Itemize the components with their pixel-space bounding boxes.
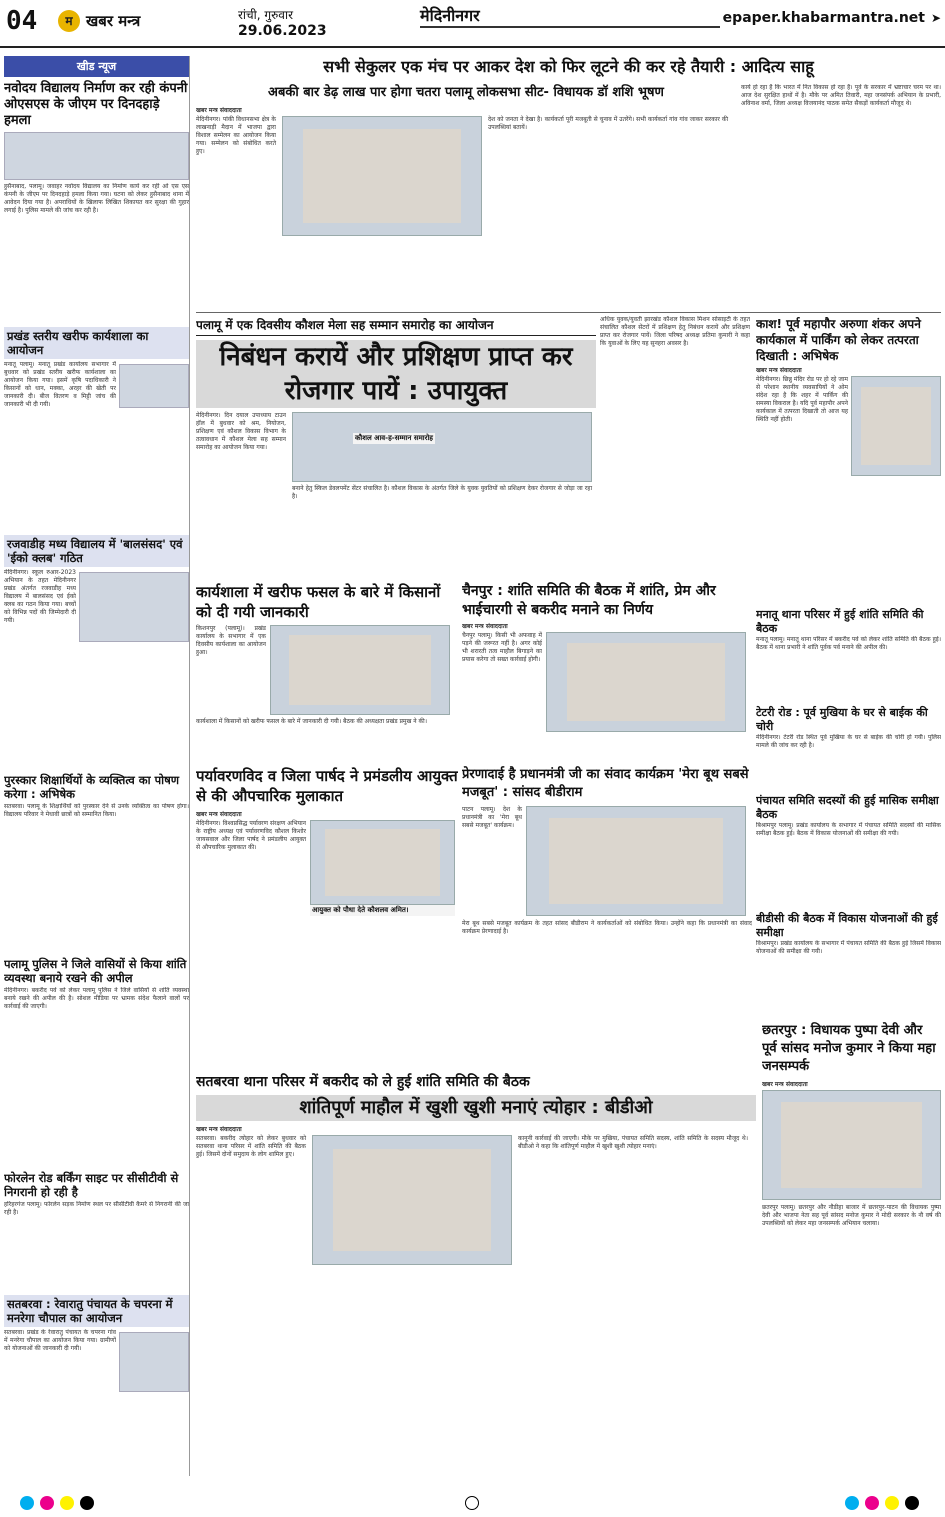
- byline: खबर मन्त्र संवाददाता: [762, 1081, 808, 1088]
- chhatarpur-story: [762, 1022, 941, 1452]
- story-text: विश्रामपुर। प्रखंड कार्यालय के सभागार में पंचायत समिति की बैठक हुई जिसमें विकास योजनाओं की समीक्षा की गयी।: [756, 940, 941, 955]
- edition-name: मेदिनीनगर: [420, 6, 480, 25]
- byline: खबर मन्त्र संवाददाता: [756, 367, 802, 374]
- story-text: कार्यशाला में किसानों को खरीफ फसल के बारे में जानकारी दी गयी। बैठक की अध्यक्षता प्रखंड प्रमुख ने की।: [196, 718, 427, 725]
- pm-samvad-story: [462, 766, 752, 1066]
- manatu-headline: मनातू थाना परिसर में हुई शांति समिति की बैठक: [756, 608, 924, 635]
- left-column: [4, 56, 190, 1476]
- event-banner-text: कौशल आव-ह-सम्मान समारोह: [355, 434, 433, 442]
- lok-sabha-story: [196, 84, 736, 308]
- main-area: [196, 56, 941, 1476]
- panchayat-headline: पंचायत समिति सदस्यों की हुई मासिक समीक्षा बैठक: [756, 794, 939, 821]
- story-text: सतबरवा। बकरीद त्योहार को लेकर बुधवार को सतबरवा थाना परिसर में शांति समिति की बैठक हुई। जिसमें दोनों समुदाय के लोग शामिल हुए।: [196, 1135, 306, 1158]
- chhatarpur-photo: [762, 1090, 941, 1200]
- divider: [196, 312, 941, 313]
- rally-photo: [282, 116, 482, 236]
- left-story-title: नवोदय विद्यालय निर्माण कर रही कंपनी ओएसएस के जीएम पर दिनदहाड़े हमला: [4, 81, 188, 128]
- environment-photo: [310, 820, 455, 905]
- left-story-text: मेदिनीनगर। स्कूल रुआर-2023 अभियान के तहत मेदिनीनगर प्रखंड अंतर्गत रजवाडीह मध्य विद्यालय में बालसंसद एवं ईको क्लब का गठन किया गया। बच्चों को विभिन्न पदों की जिम्मेदारी दी गयी।: [4, 569, 76, 624]
- toll-headline: टेटरी रोड : पूर्व मुखिया के घर से बाईक की चोरी: [756, 706, 928, 733]
- registration-mark: [845, 1496, 859, 1510]
- registration-mark: [20, 1496, 34, 1510]
- story-text: देश को जनता ने देखा है। कार्यकर्ता पूरी मजबूती से चुनाव में उतरेंगे। सभी कार्यकर्ता गांव गांव जाकर सरकार की उपलब्धियां बतायें।: [488, 116, 728, 131]
- story-text: किशनपुर (पलामू)। प्रखंड कार्यालय के सभागार में एक दिवसीय कार्यशाला का आयोजन हुआ।: [196, 625, 266, 656]
- masthead: [0, 0, 945, 48]
- satbarwa-headline: सतबरवा थाना परिसर में बकरीद को ले हुई शांति समिति की बैठक: [196, 1074, 530, 1090]
- left-story-title: रजवाडीह मध्य विद्यालय में 'बालसंसद' एवं 'ईको क्लब' गठित: [4, 535, 189, 567]
- section-band: खीड न्यूज: [4, 56, 189, 77]
- page-number: 04: [6, 6, 38, 36]
- environment-story: [196, 766, 458, 1066]
- skill-fair-story: [196, 316, 596, 578]
- story-text: चैनपुर पलामू। किसी भी अफवाह में पड़ने की जरूरत नहीं है। अगर कोई भी शरारती तत्व माहौल बिगाड़ने का प्रयास करेगा तो सख्त कार्रवाई होगी।: [462, 632, 542, 663]
- city-day: रांची, गुरुवार: [238, 8, 293, 22]
- edition-rule: [420, 26, 720, 28]
- left-story-title: प्रखंड स्तरीय खरीफ कार्यशाला का आयोजन: [4, 327, 189, 359]
- left-photo: [4, 132, 189, 180]
- left-photo: [119, 1332, 189, 1392]
- chainpur-story: [462, 582, 752, 762]
- story-text: मेदिनीनगर। दिन दयाल उपाध्याय टाउन हॉल में बुधवार को श्रम, नियोजन, प्रशिक्षण एवं कौशल विकास विभाग के तत्वावधान में कौशल मेला सह सम्मान समारोह का आयोजन किया गया।: [196, 412, 286, 451]
- portrait-photo: [851, 376, 941, 476]
- right-stories: [756, 608, 941, 1018]
- left-story-title: पलामू पुलिस ने जिले वासियों से किया शांति व्यवस्था बनाये रखने की अपील: [4, 957, 187, 985]
- registration-mark: [60, 1496, 74, 1510]
- environment-caption: आयुक्त को पौधा देते कौशलव अमित।: [310, 905, 455, 916]
- story-text: मेदिनीनगर। टेटरी रोड स्थित पूर्व मुखिया के घर से बाईक की चोरी हो गयी। पुलिस मामले की जांच कर रही है।: [756, 734, 941, 749]
- byline: खबर मन्त्र संवाददाता: [196, 811, 242, 818]
- registration-mark: [865, 1496, 879, 1510]
- parking-story: [756, 316, 941, 606]
- registration-mark: [80, 1496, 94, 1510]
- parking-headline: काश! पूर्व महापौर अरुणा शंकर अपने कार्यकाल में पार्किंग को लेकर तत्परता दिखाती : अभिषेक: [756, 317, 921, 363]
- registration-mark: [885, 1496, 899, 1510]
- left-story-text: हुसैनाबाद, पलामू। जवाहर नवोदय विद्यालय का निर्माण कार्य कर रही ओ एस एस कंपनी के जीएम पर दिनदहाड़े हमला किया गया। घटना को लेकर हुसैनाबाद थाना में आवेदन दिया गया है। अपराधियों के खिलाफ लिखित शिकायत कर सुरक्षा की गुहार लगाई है। पुलिस मामले की जांच कर रही है।: [4, 183, 189, 214]
- skill-fair-photo: [292, 412, 592, 482]
- left-story-text: मेदिनीनगर। बकरीद पर्व को लेकर पलामू पुलिस ने जिले वासियों से शांति व्यवस्था बनाये रखने की अपील की है। सोशल मीडिया पर भ्रामक संदेश फैलाने वालों पर कार्रवाई की जाएगी।: [4, 987, 189, 1010]
- pm-samvad-headline: प्रेरणादाई है प्रधानमंत्री जी का संवाद कार्यक्रम 'मेरा बूथ सबसे मजबूत' : सांसद बीडीराम: [462, 767, 749, 800]
- kharif-story: [196, 582, 458, 762]
- story-text: बनाने हेतु स्किल डेवलपमेंट सेंटर संचालित है। कौशल विकास के अंतर्गत जिले के युवक युवतियों को प्रशिक्षण देकर रोजगार से जोड़ा जा रहा है।: [292, 485, 592, 500]
- left-story-title: फोरलेन रोड बर्किंग साइट पर सीसीटीवी से निगरानी हो रही है: [4, 1171, 179, 1199]
- chhatarpur-headline: छतरपुर : विधायक पुष्पा देवी और पूर्व सांसद मनोज कुमार ने किया महा जनसम्पर्क: [762, 1023, 936, 1074]
- satbarwa-story: [196, 1072, 756, 1452]
- left-story-title: पुरस्कार शिक्षार्थियों के व्यक्तित्व का पोषण करेगा : अभिषेक: [4, 773, 180, 801]
- print-registration-strip: [0, 1490, 945, 1517]
- satbarwa-photo: [312, 1135, 512, 1265]
- story-text: मेदिनीनगर। छिन्नु मंदिर रोड पर हो रहे जाम से परेशान स्थानीय व्यवसायियों ने ओम संदेश रहा है कि शहर में पार्किंग की समस्या विकराल है। यदि पूर्व महापौर अपने कार्यकाल में तत्परता दिखाती तो आज यह स्थिति नहीं होती।: [756, 376, 848, 423]
- top-banner-headline: सभी सेकुलर एक मंच पर आकर देश को फिर लूटने की कर रहे तैयारी : आदित्य साहू: [323, 57, 814, 76]
- story-text: मेरा बूथ सबसे मजबूत कार्यक्रम के तहत सांसद बीडीराम ने कार्यकर्ताओं को संबोधित किया। उन्होंने कहा कि प्रधानमंत्री का संवाद कार्यक्रम प्रेरणादाई है।: [462, 920, 752, 935]
- website-link[interactable]: epaper.khabarmantra.net: [722, 10, 925, 26]
- left-photo: [119, 364, 189, 408]
- byline: खबर मन्त्र संवाददाता: [196, 1126, 242, 1133]
- lok-sabha-continued: [741, 84, 941, 304]
- story-text: अधिक युवक/युवती झारखंड कौशल विकास मिशन सोसाइटी के तहत संचालित कौशल सेंटरों में प्रशिक्षण हेतु निबंधन करायें और प्रशिक्षण प्राप्त कर रोजगार पायें। जिला परिषद अध्यक्ष प्रतिमा कुमारी ने कहा कि युवाओं के लिए यह सुनहरा अवसर है।: [600, 316, 750, 347]
- left-story-text: सतबरवा। प्रखंड के रेवारातु पंचायत के चपरना गांव में मनरेगा चौपाल का आयोजन किया गया। ग्रामीणों को योजनाओं की जानकारी दी गयी।: [4, 1329, 116, 1352]
- left-story-title: सतबरवा : रेवारातु पंचायत के चपरना में मनरेगा चौपाल का आयोजन: [4, 1295, 189, 1327]
- story-text: छतरपुर पलामू। छतरपुर और नौडीहा बाजार में छतरपुर-पाटन की विधायक पुष्पा देवी और भाजपा नेता सह पूर्व सांसद मनोज कुमार ने मोदी सरकार के नौ वर्ष की उपलब्धियों को लेकर महा जनसम्पर्क अभियान चलाया।: [762, 1204, 941, 1227]
- khabar-mantra-logo-icon: म: [58, 10, 80, 32]
- byline: खबर मन्त्र संवाददाता: [462, 623, 508, 630]
- story-text: पाटन पलामू। देश के प्रधानमंत्री का 'मेरा बूथ सबसे मजबूत' कार्यक्रम।: [462, 806, 522, 829]
- byline: खबर मन्त्र संवाददाता: [196, 107, 242, 114]
- left-photo: [79, 572, 189, 642]
- story-text: मनातू पलामू। मनातू थाना परिसर में बकरीद पर्व को लेकर शांति समिति की बैठक हुई। बैठक में थाना प्रभारी ने शांति पूर्वक पर्व मनाने की अपील की।: [756, 636, 941, 651]
- story-text: कानूनी कार्रवाई की जाएगी। मौके पर मुखिया, पंचायत समिति सदस्य, शांति समिति के सदस्य मौजूद थे। बीडीओ ने कहा कि शांतिपूर्ण माहौल में खुशी खुशी त्योहार मनाएं।: [518, 1135, 748, 1150]
- kharif-headline: कार्यशाला में खरीफ फसल के बारे में किसानों को दी गयी जानकारी: [196, 583, 441, 621]
- pm-samvad-photo: [526, 806, 746, 916]
- left-story-text: सतबरवा। पलामू के शिक्षार्थियों को पुरस्कार देने से उनके व्यक्तित्व का पोषण होगा। विद्यालय परिवार ने मेधावी छात्रों को सम्मानित किया।: [4, 803, 189, 818]
- peace-headline: शांतिपूर्ण माहौल में खुशी खुशी मनाएं त्योहार : बीडीओ: [196, 1095, 756, 1121]
- chainpur-photo: [546, 632, 746, 732]
- kharif-photo: [270, 625, 450, 715]
- story-text: बिश्रामपुर पलामू। प्रखंड कार्यालय के सभागार में पंचायत समिति सदस्यों की मासिक समीक्षा बैठक हुई। बैठक में विकास योजनाओं की समीक्षा की गयी।: [756, 822, 941, 837]
- story-text: कार्य हो रहा है कि भारत में नित विकास हो रहा है। पूर्व के सरकार में भ्रष्टाचार चरम पर था। आज देश सुरक्षित हाथों में है। मौके पर अमित तिवारी, महा जनसंपर्क अभियान के प्रभारी, अविनाश वर्मा, जिला अध्यक्ष विजयानंद पाठक समेत सैकड़ों कार्यकर्ता मौजूद थे।: [741, 84, 941, 107]
- skill-fair-headline: निबंधन करायें और प्रशिक्षण प्राप्त कर रोजगार पायें : उपायुक्त: [196, 340, 596, 408]
- registration-mark: [40, 1496, 54, 1510]
- lok-sabha-headline: अबकी बार डेढ़ लाख पार होगा चतरा पलामू लोकसभा सीट- विधायक डॉ शशि भूषण: [268, 85, 664, 100]
- registration-mark: [905, 1496, 919, 1510]
- pointer-icon: ➤: [930, 11, 941, 25]
- skill-fair-continued: [600, 316, 750, 578]
- story-text: मेदिनीनगर। पांकी विधानसभा क्षेत्र के लाखनाड़ी मैदान में भाजपा द्वारा विशाल सम्मेलन का आयोजन किया गया। सम्मेलन को संबोधित करते हुए।: [196, 116, 276, 155]
- issue-date: 29.06.2023: [238, 23, 327, 39]
- chainpur-headline: चैनपुर : शांति समिति की बैठक में शांति, प्रेम और भाईचारगी से बकरीद मनाने का निर्णय: [462, 583, 716, 618]
- left-story-text: हरिहरगंज पलामू। फोरलेन सड़क निर्माण स्थल पर सीसीटीवी कैमरे से निगरानी की जा रही है।: [4, 1201, 189, 1216]
- environment-headline: पर्यावरणविद व जिला पार्षद ने प्रमंडलीय आयुक्त से की औपचारिक मुलाकात: [196, 767, 458, 805]
- bdo-headline: बीडीसी की बैठक में विकास योजनाओं की हुई समीक्षा: [756, 912, 938, 939]
- story-text: मेदिनीनगर। विश्वप्रसिद्ध पर्यावरण संरक्षण अभियान के राष्ट्रीय अध्यक्ष एवं पर्यावरणविद कौशल किशोर जायसवाल और जिला पार्षद ने प्रमंडलीय आयुक्त से औपचारिक मुलाकात की।: [196, 820, 306, 851]
- paper-name: खबर मन्त्र: [86, 12, 141, 30]
- crosshair-mark-icon: [465, 1496, 479, 1510]
- left-story-text: मनातू पलामू। मनातू प्रखंड कार्यालय सभागार में बुधवार को प्रखंड स्तरीय खरीफ कार्यशाला का आयोजन किया गया। इसमें कृषि पदाधिकारी ने किसानों को धान, मक्का, अरहर की खेती पर जानकारी दी। बीज वितरण व मिट्टी जांच की जानकारी भी दी गयी।: [4, 361, 116, 408]
- skill-fair-kicker: पलामू में एक दिवसीय कौशल मेला सह सम्मान समारोह का आयोजन: [196, 316, 596, 336]
